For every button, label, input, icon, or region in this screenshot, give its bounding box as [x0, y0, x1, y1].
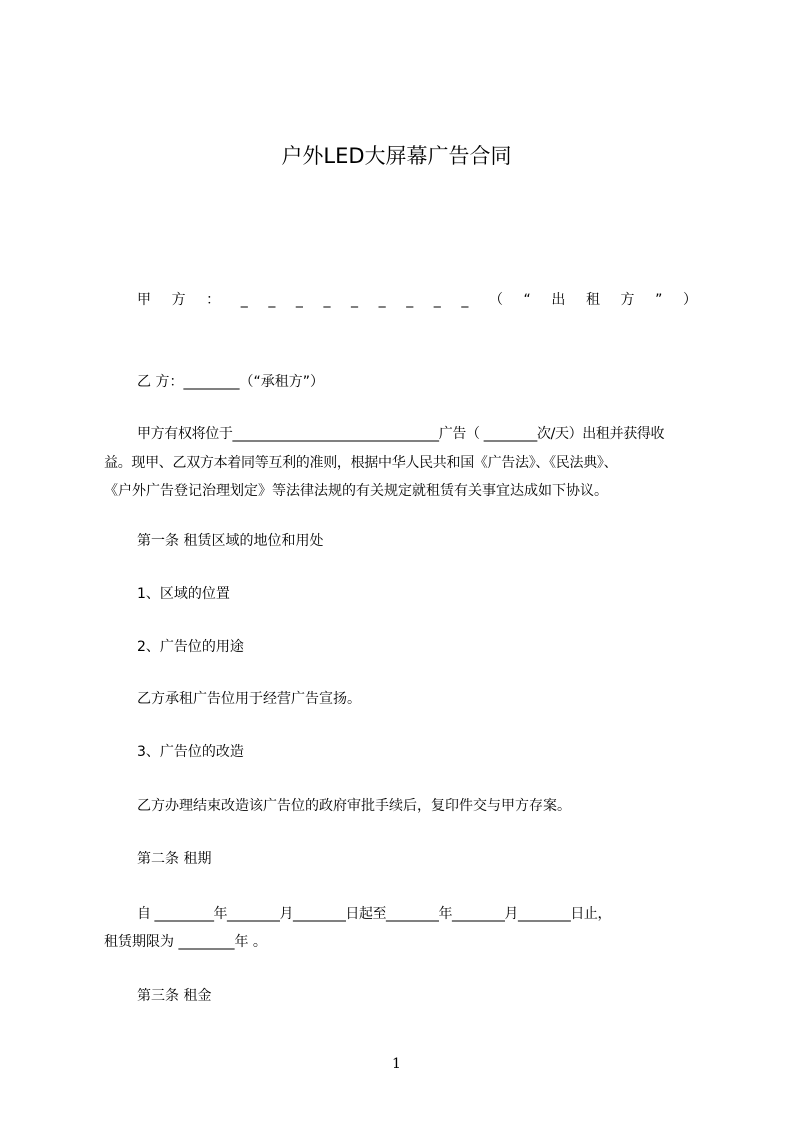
intro-line-1: 甲方有权将位于_______________________________广告（ ________次/天）出租并获得收: [137, 426, 665, 442]
term-line-1: 自 _________年________月________日起至________年________月________日止，: [137, 906, 611, 922]
party-a-char: _: [351, 292, 359, 308]
item-3-text: 乙方办理结束改造该广告位的政府审批手续后，复印件交与甲方存案。: [137, 798, 571, 814]
article-3-heading: 第三条 租金: [137, 988, 212, 1004]
party-a-char: _: [323, 292, 331, 308]
item-2-text: 乙方承租广告位用于经营广告宣扬。: [137, 691, 361, 707]
party-a-char: _: [461, 292, 469, 308]
party-a-char: 甲: [137, 292, 151, 308]
party-a-line: [137, 290, 697, 310]
party-a-char: _: [378, 292, 386, 308]
party-a-char: ”: [655, 292, 663, 308]
party-a-char: _: [295, 292, 303, 308]
party-a-char: _: [268, 292, 276, 308]
party-a-char: _: [433, 292, 441, 308]
party-a-char: “: [523, 292, 531, 308]
article-2-heading: 第二条 租期: [137, 851, 212, 867]
party-a-char: 出: [551, 292, 566, 308]
item-3-heading: 3、广告位的改造: [137, 744, 244, 760]
item-2-heading: 2、广告位的用途: [137, 639, 244, 655]
party-a-char: ：: [206, 292, 221, 308]
party-a-char: _: [406, 292, 414, 308]
party-a-char: （: [488, 292, 503, 308]
article-1-heading: 第一条 租赁区域的地位和用处: [137, 533, 324, 549]
party-a-char: _: [240, 292, 248, 308]
party-a-char: 租: [585, 292, 600, 308]
intro-line-3: 《户外广告登记治理划定》等法律法规的有关规定就租赁有关事宜达成如下协议。: [104, 483, 608, 499]
page-number: 1: [392, 1056, 401, 1072]
item-1-heading: 1、区域的位置: [137, 586, 230, 602]
party-a-char: 方: [171, 292, 186, 308]
document-title: 户外LED大屏幕广告合同: [281, 144, 512, 168]
party-a-char: ）: [682, 292, 697, 308]
party-a-char: 方: [620, 292, 635, 308]
party-b-line: 乙 方：________（“承租方”）: [137, 374, 324, 390]
intro-line-2: 益。现甲、乙双方本着同等互利的准则，根据中华人民共和国《广告法》、《民法典》、: [104, 455, 618, 471]
term-line-2: 租赁期限为 ________年 。: [104, 934, 267, 950]
